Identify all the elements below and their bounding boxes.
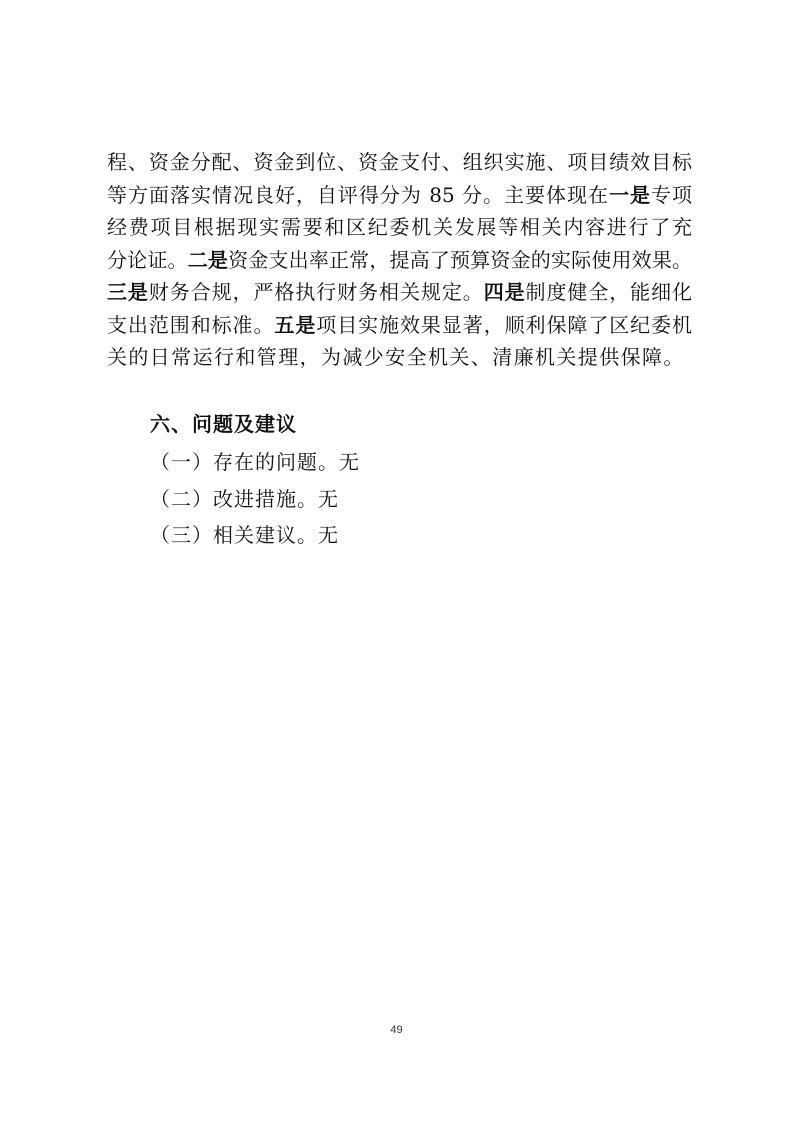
- paragraph-text: 制度健全，能细化: [525, 280, 692, 304]
- paragraph-line-3: [107, 211, 692, 244]
- section-item-suggestions: （三）相关建议。无: [150, 523, 339, 547]
- emphasis-sanshi: 三是: [107, 280, 149, 304]
- paragraph-text: 程、资金分配、资金到位、资金支付、组织实施、项目绩效目标: [107, 150, 692, 174]
- paragraph-line-4: [107, 244, 692, 277]
- paragraph-line-6: [107, 309, 692, 342]
- emphasis-ershi: 二是: [187, 247, 229, 272]
- paragraph-text: 资金支出率正常，提高了预算资金的实际使用效果。: [228, 247, 692, 272]
- emphasis-yishi: 一是: [609, 182, 652, 207]
- paragraph-line-1: [107, 146, 692, 179]
- emphasis-sishi: 四是: [483, 280, 526, 304]
- paragraph-text: 经费项目根据现实需要和区纪委机关发展等相关内容进行了充: [107, 215, 692, 239]
- section-heading: 六、问题及建议: [150, 412, 297, 436]
- body-paragraph: [107, 146, 692, 374]
- paragraph-line-5: [107, 276, 692, 309]
- paragraph-text: 财务合规，严格执行财务相关规定。: [148, 280, 484, 304]
- paragraph-text: 等方面落实情况良好，自评得分为 85 分。主要体现在: [107, 182, 610, 207]
- paragraph-text: 支出范围和标准。: [107, 312, 275, 337]
- paragraph-text: 关的日常运行和管理，为减少安全机关、清廉机关提供保障。: [107, 345, 685, 369]
- emphasis-wushi: 五是: [274, 312, 317, 337]
- paragraph-line-7: [107, 341, 692, 374]
- section-item-improvements: （二）改进措施。无: [150, 487, 339, 511]
- page-number: 49: [390, 1024, 403, 1036]
- paragraph-text: 专项: [651, 182, 692, 207]
- paragraph-line-2: [107, 179, 692, 212]
- paragraph-text: 分论证。: [107, 247, 188, 272]
- section-item-problems: （一）存在的问题。无: [150, 450, 360, 474]
- paragraph-text: 项目实施效果显著，顺利保障了区纪委机: [316, 312, 692, 337]
